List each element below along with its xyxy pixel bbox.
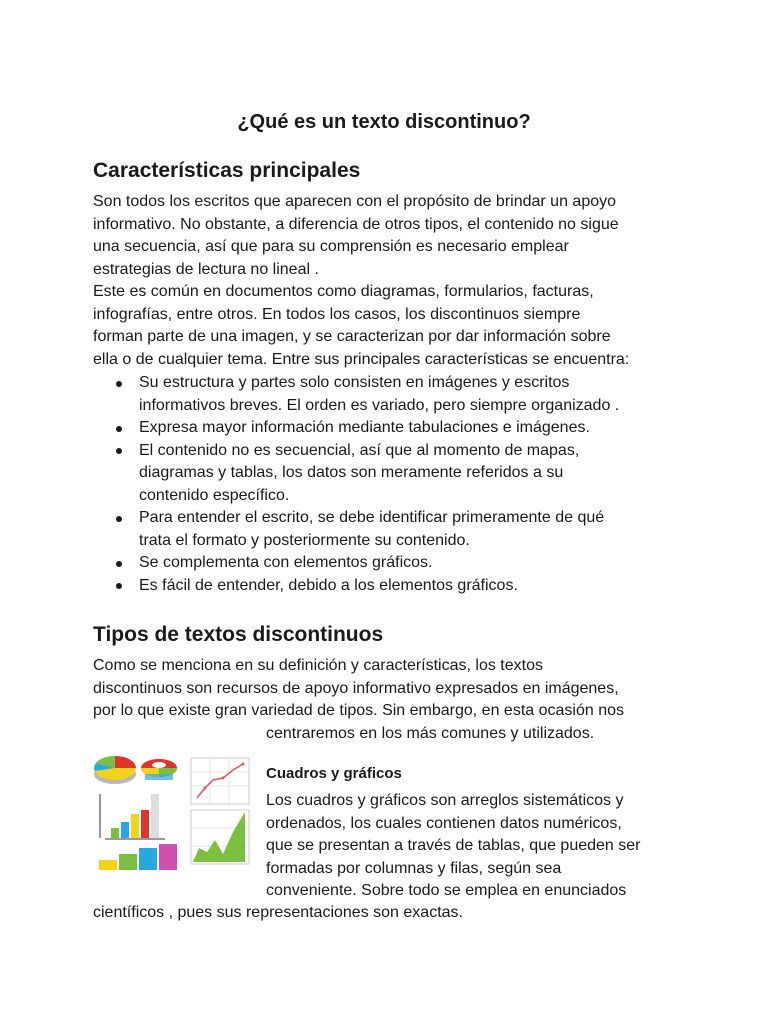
text-line: Como se menciona en su definición y características, los textos [93, 657, 543, 674]
text-line: Este es común en documentos como diagramas, formularios, facturas, [93, 283, 594, 300]
list-item-line: trata el formato y posteriormente su contenido. [139, 531, 470, 549]
page-title: ¿Qué es un texto discontinuo? [237, 111, 531, 133]
ring-chart-icon [141, 759, 177, 780]
characteristics-list [93, 372, 693, 597]
text-line: formadas por columnas y filas, según sea [266, 859, 562, 877]
text-line: ordenados, los cuales contienen datos numéricos, [266, 814, 622, 832]
list-item-line: El contenido no es secuencial, así que al momento de mapas, [139, 441, 580, 459]
list-item-line: Para entender el escrito, se debe identificar primeramente de qué [139, 509, 605, 526]
text-line: centraremos en los más comunes y utilizados. [266, 724, 595, 742]
charts-illustration [93, 744, 256, 872]
area-chart-icon [191, 810, 249, 864]
list-item-line: diagramas y tablas, los datos son meramente referidos a su [139, 464, 564, 481]
text-line: Son todos los escritos que aparecen con el propósito de brindar un apoyo [93, 193, 617, 210]
text-line: informativo. No obstante, a diferencia de otros tipos, el contenido no sigue [93, 215, 619, 233]
text-line: que se presentan a través de tablas, que pueden ser [266, 837, 641, 854]
list-item-line: Su estructura y partes solo consisten en imágenes y escritos [139, 374, 570, 391]
text-line: científicos , pues sus representaciones son exactas. [93, 904, 463, 921]
subheading-cuadros: Cuadros y gráficos [266, 765, 402, 782]
text-line: forman parte de una imagen, y se caracterizan por dar información sobre [93, 328, 611, 345]
paragraph-cuadros-tail [93, 902, 693, 925]
text-line: conveniente. Sobre todo se emplea en enunciados [266, 882, 627, 899]
bullet-icon [116, 448, 122, 454]
bullet-icon [116, 426, 122, 432]
list-item-line: Se complementa con elementos gráficos. [139, 554, 433, 571]
list-item-line: informativos breves. El orden es variado, pero siempre organizado . [139, 396, 620, 414]
bullet-icon [116, 561, 122, 567]
bullet-icon [116, 583, 122, 589]
paragraph-tipos [93, 655, 693, 745]
bar-chart-icon [99, 794, 165, 840]
list-item [93, 507, 693, 552]
pie-chart-icon [94, 756, 136, 784]
bullet-icon [116, 381, 122, 387]
heading-caracteristicas: Características principales [93, 159, 361, 182]
paragraph-cuadros [266, 790, 706, 903]
list-item [93, 575, 693, 598]
heading-tipos: Tipos de textos discontinuos [93, 623, 384, 646]
list-item-line: Expresa mayor información mediante tabulaciones e imágenes. [139, 419, 590, 436]
text-line: ella o de cualquier tema. Entre sus principales características se encuentra: [93, 350, 630, 368]
paragraph-intro [93, 191, 693, 371]
line-chart-icon [191, 758, 249, 804]
text-line: por lo que existe gran variedad de tipos. Sin embargo, en esta ocasión nos [93, 702, 624, 719]
bullet-icon [116, 516, 122, 522]
list-item [93, 372, 693, 417]
text-line: estrategias de lectura no lineal . [93, 260, 319, 278]
list-item-line: contenido específico. [139, 486, 290, 504]
text-line: una secuencia, así que para su comprensión es necesario emplear [93, 238, 569, 255]
text-line: discontinuos son recursos de apoyo informativo expresados en imágenes, [93, 679, 619, 697]
text-line: infografías, entre otros. En todos los casos, los discontinuos siempre [93, 305, 581, 323]
text-line: Los cuadros y gráficos son arreglos sistemáticos y [266, 792, 624, 809]
flat-bar-chart-icon [99, 844, 177, 870]
list-item [93, 552, 693, 575]
list-item-line: Es fácil de entender, debido a los elementos gráficos. [139, 576, 518, 594]
list-item [93, 440, 693, 508]
list-item [93, 417, 693, 440]
